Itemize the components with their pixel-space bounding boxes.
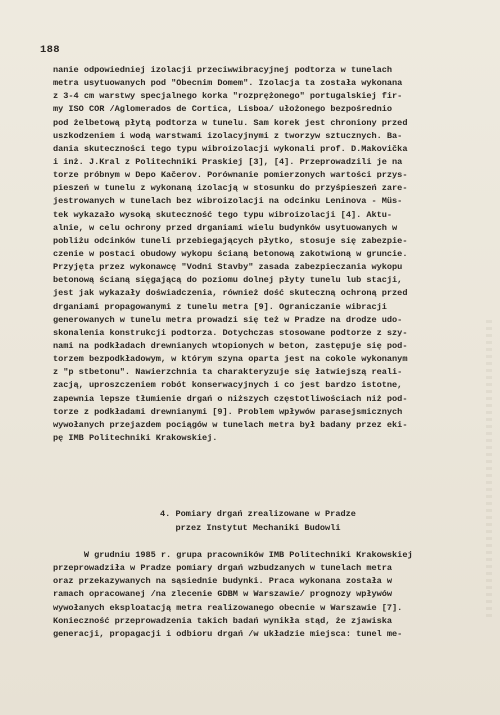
text-line: zapewnia lepsze tłumienie drgań o niższych częstotliwościach niż pod- bbox=[53, 393, 408, 404]
text-line: tek wykazało wysoką skuteczność tego typu wibroizolacji [4]. Aktu- bbox=[53, 209, 393, 220]
text-line: jestrowanych w tunelach bez wibroizolacji na odcinku Leninova - Müs- bbox=[53, 196, 403, 207]
section-heading-line: przez Instytut Mechaniki Budowli bbox=[175, 522, 341, 533]
text-line: torze z podkładami drewnianymi [9]. Problem wpływów parasejsmicznych bbox=[53, 406, 403, 417]
text-line: zacją, uproszczeniem robót konserwacyjnych i co jest bardzo istotne, bbox=[53, 380, 403, 391]
text-line: ramach opracowanej /na zlecenie GDBM w Warszawie/ prognozy wpływów bbox=[53, 589, 393, 600]
text-line: wywołanych przejazdem pociągów w tunelach metra był badany przez eki- bbox=[53, 419, 408, 430]
text-line: z 3-4 cm warstwy specjalnego korka "rozprężonego" portugalskiej fir- bbox=[53, 91, 403, 102]
text-line: przeprowadziła w Pradze pomiary drgań wzbudzanych w tunelach metra bbox=[53, 563, 393, 574]
text-line: wywołanych eksploatacją metra realizowanego obecnie w Warszawie [7]. bbox=[53, 602, 403, 613]
text-line: drganiami propagowanymi z tunelu metra [9]. Ograniczanie wibracji bbox=[53, 301, 387, 312]
page-edge-mark bbox=[486, 320, 492, 620]
text-line: pobliżu odcinków tuneli przebiegających płytko, stosuje się zabezpie- bbox=[53, 235, 408, 246]
paragraph-2 bbox=[53, 549, 463, 641]
text-line: torze próbnym w Depo Kačerov. Porównanie pomierzonych wartości przys- bbox=[53, 170, 408, 181]
paragraph-1 bbox=[53, 64, 463, 445]
text-line: nanie odpowiedniej izolacji przeciwwibracyjnej podtorza w tunelach bbox=[53, 65, 393, 75]
text-line: czenie w postaci obudowy wykopu ścianą betonową zakotwioną w gruncie. bbox=[53, 248, 408, 259]
text-line: oraz przekazywanych na sąsiednie budynki. Praca wykonana została w bbox=[53, 576, 393, 587]
text-line: alnie, w celu ochrony przed drganiami wielu budynków usytuowanych w bbox=[53, 222, 398, 233]
text-line: uszkodzeniem i wodą warstwami izolacyjnymi z tworzyw sztucznych. Ba- bbox=[53, 130, 403, 141]
text-line: pieszeń w tunelu z wykonaną izolacją w stosunku do przyśpieszeń zare- bbox=[53, 183, 408, 194]
text-line: i inż. J.Kral z Politechniki Praskiej [3], [4]. Przeprowadzili je na bbox=[53, 156, 403, 167]
page-number: 188 bbox=[40, 44, 60, 56]
text-line: W grudniu 1985 r. grupa pracowników IMB Politechniki Krakowskiej bbox=[53, 550, 413, 560]
text-line: Przyjęta przez wykonawcę "Vodni Stavby" zasada zabezpieczania wykopu bbox=[53, 262, 403, 273]
text-line: torzem bezpodkładowym, w którym szyna oparta jest na cokole wykonanym bbox=[53, 354, 408, 365]
text-line: z "p stbetonu". Nawierzchnia ta charakteryzuje się łatwiejszą reali- bbox=[53, 367, 403, 378]
text-line: my ISO COR /Aglomerados de Cortica, Lisboa/ ułożonego bezpośrednio bbox=[53, 104, 393, 115]
text-line: pę IMB Politechniki Krakowskiej. bbox=[53, 432, 218, 443]
text-line: generowanych w tunelu metra prowadzi się też w Pradze na drodze udo- bbox=[53, 314, 403, 325]
text-line: metra usytuowanych pod "Obecnim Domem". Izolacja ta została wykonana bbox=[53, 78, 403, 89]
text-line: Konieczność przeprowadzenia takich badań wynikła stąd, że zjawiska bbox=[53, 615, 393, 626]
section-heading-line: 4. Pomiary drgań zrealizowane w Pradze bbox=[160, 509, 356, 519]
text-line: nami na podkładach drewnianych wtopionych w beton, zastępuje się pod- bbox=[53, 340, 408, 351]
text-line: generacji, propagacji i odbioru drgań /w układzie miejsca: tunel me- bbox=[53, 628, 403, 639]
section-heading bbox=[53, 508, 463, 535]
text-line: betonową ścianą sięgającą do poziomu dolnej płyty tunelu lub stacji, bbox=[53, 275, 403, 286]
text-line: jest jak wykazały doświadczenia, również dość skuteczną ochroną przed bbox=[53, 288, 408, 299]
text-line: pod żelbetową płytą podtorza w tunelu. Sam korek jest chroniony przed bbox=[53, 117, 408, 128]
text-line: skonalenia konstrukcji podtorza. Dotychczas stosowane podtorze z szy- bbox=[53, 327, 408, 338]
text-line: dania skuteczności tego typu wibroizolacji wykonali prof. D.Makovička bbox=[53, 143, 408, 154]
